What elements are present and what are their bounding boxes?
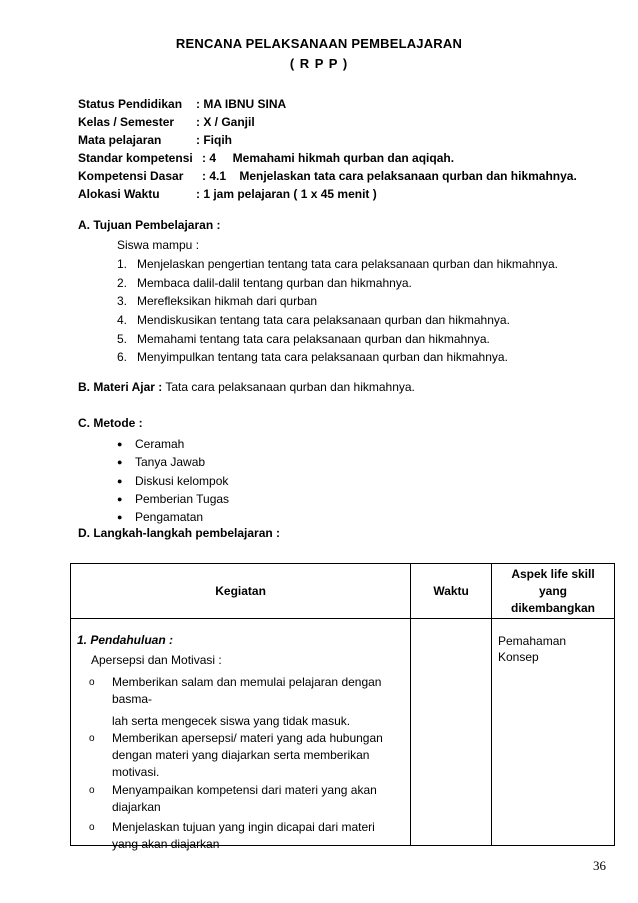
identity-label: Kelas / Semester [78, 115, 175, 129]
row-subtitle: Apersepsi dan Motivasi : [91, 653, 222, 667]
item-text: Ceramah [135, 437, 185, 451]
identity-value: : MA IBNU SINA [196, 97, 287, 111]
steps-table [70, 563, 615, 851]
item-text: Membaca dalil-dalil tentang qurban dan hikmahnya. [137, 275, 412, 290]
section-a-intro: Siswa mampu : [117, 238, 200, 252]
activity-line: basma- [112, 692, 153, 706]
item-number: 6. [117, 350, 128, 365]
activity-line: lah serta mengecek siswa yang tidak masuk. [112, 714, 351, 728]
activity-item [112, 782, 377, 816]
identity-label: Standar kompetensi [78, 151, 193, 165]
header-waktu: Waktu [411, 564, 492, 619]
identity-value: : Fiqih [196, 133, 232, 147]
identity-value: : 4 Memahami hikmah qurban dan aqiqah. [202, 151, 455, 165]
section-b-text: Tata cara pelaksanaan qurban dan hikmahnya. [165, 380, 415, 394]
identity-label: Mata pelajaran [78, 133, 162, 147]
activity-line: Menjelaskan tujuan yang ingin dicapai dari materi [112, 820, 375, 834]
item-number: 5. [117, 331, 128, 346]
aspek-cell [492, 619, 615, 846]
bullet-icon: ● [117, 475, 123, 486]
identity-value: : 1 jam pelajaran ( 1 x 45 menit ) [196, 187, 377, 201]
row-title: 1. Pendahuluan : [77, 633, 174, 647]
kegiatan-cell [71, 619, 411, 851]
header-aspek [492, 564, 615, 619]
identity-value: : X / Ganjil [196, 115, 255, 129]
table-header-row [71, 564, 615, 619]
header-aspek-line: Aspek life skill [511, 566, 595, 581]
activity-line: diajarkan [112, 800, 161, 814]
identity-label: Alokasi Waktu [78, 187, 160, 201]
item-number: 3. [117, 294, 128, 309]
section-b-heading: B. Materi Ajar : [78, 380, 163, 394]
circle-bullet-icon: o [89, 733, 95, 744]
item-text: Tanya Jawab [135, 455, 206, 470]
bullet-icon: ● [117, 457, 123, 468]
activity-line: yang akan diajarkan [112, 837, 220, 851]
aspek-line: Pemahaman [498, 634, 567, 648]
identity-value: : 4.1 Menjelaskan tata cara pelaksanaan qurban dan hikmahnya. [202, 169, 577, 183]
circle-bullet-icon: o [89, 785, 95, 796]
item-text: Menyimpulkan tentang tata cara pelaksanaan qurban dan hikmahnya. [137, 350, 508, 365]
activity-line: Menyampaikan kompetensi dari materi yang akan [112, 783, 377, 797]
item-number: 4. [117, 313, 128, 328]
circle-bullet-icon: o [89, 822, 95, 833]
section-c-heading: C. Metode : [78, 416, 143, 430]
item-text: Pengamatan [135, 510, 204, 525]
activity-line: dengan materi yang diajarkan serta memberikan [112, 748, 370, 762]
activity-line: Memberikan salam dan memulai pelajaran dengan [112, 675, 382, 689]
activity-item [112, 730, 383, 781]
bullet-icon: ● [117, 439, 123, 449]
item-number: 2. [117, 275, 128, 290]
document-title: RENCANA PELAKSANAAN PEMBELAJARAN [175, 36, 463, 51]
aspek-line: Konsep [498, 650, 539, 664]
bullet-icon: ● [117, 493, 123, 504]
item-text: Diskusi kelompok [135, 473, 229, 488]
item-text: Pemberian Tugas [135, 491, 230, 506]
activity-item [112, 674, 381, 730]
item-text: Menjelaskan pengertian tentang tata cara pelaksanaan qurban dan hikmahnya. [137, 257, 558, 271]
document-subtitle: ( R P P ) [289, 56, 349, 71]
header-kegiatan: Kegiatan [71, 564, 411, 619]
item-text: Memahami tentang tata cara pelaksanaan qurban dan hikmahnya. [137, 331, 490, 346]
waktu-cell [411, 619, 492, 846]
table-row [71, 619, 615, 846]
section-a-heading: A. Tujuan Pembelajaran : [78, 218, 221, 232]
item-text: Mendiskusikan tentang tata cara pelaksanaan qurban dan hikmahnya. [137, 313, 510, 328]
section-b [78, 380, 415, 394]
header-aspek-line: yang [538, 583, 567, 598]
identity-label: Status Pendidikan [78, 97, 183, 111]
circle-bullet-icon: o [89, 677, 95, 688]
activity-item [112, 819, 375, 853]
header-aspek-line: dikembangkan [510, 600, 596, 615]
activity-line: motivasi. [112, 765, 160, 779]
item-number: 1. [117, 257, 128, 271]
page-number: 36 [593, 858, 606, 873]
section-d-heading: D. Langkah-langkah pembelajaran : [78, 526, 281, 540]
activity-line: Memberikan apersepsi/ materi yang ada hubungan [112, 731, 383, 745]
identity-label: Kompetensi Dasar [78, 169, 184, 183]
item-text: Merefleksikan hikmah dari qurban [137, 294, 318, 309]
bullet-icon: ● [117, 512, 123, 523]
